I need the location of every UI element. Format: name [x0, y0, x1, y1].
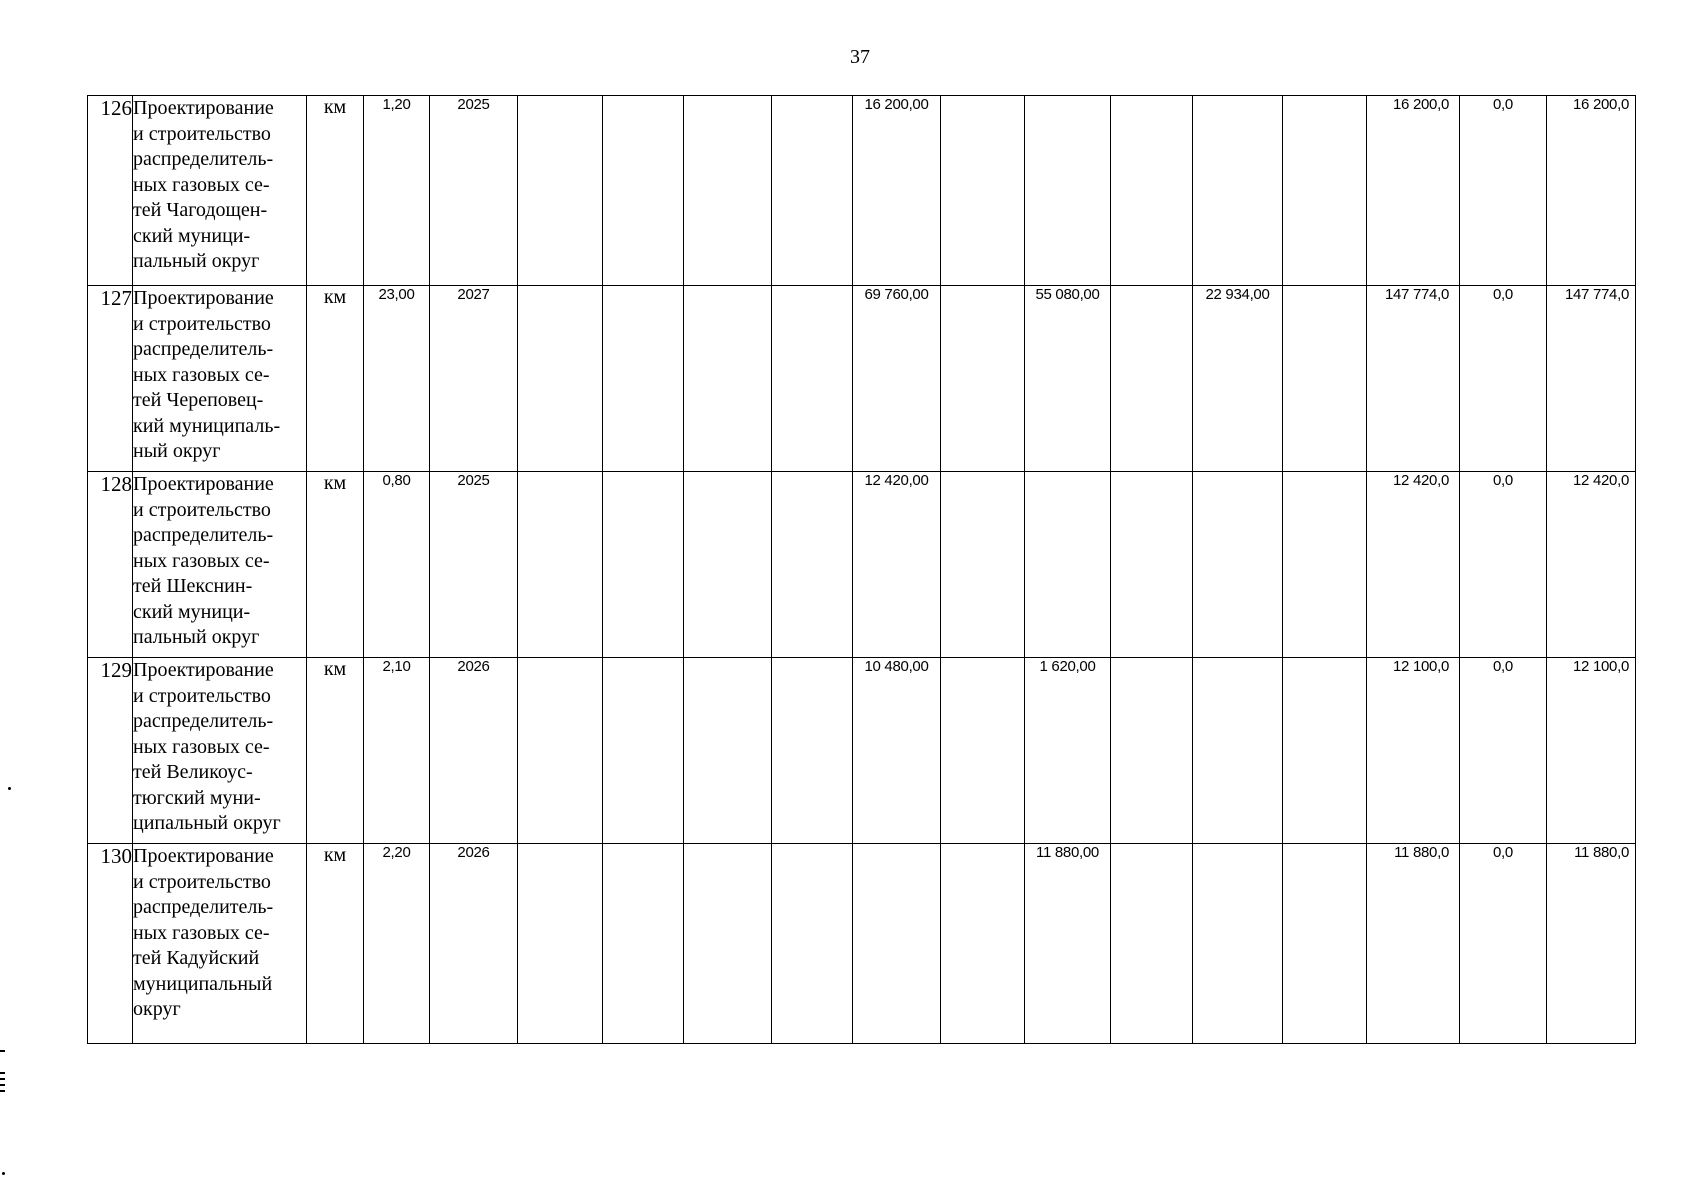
amount-cell [772, 844, 853, 1044]
total-cell: 12 100,0 [1367, 658, 1460, 844]
total-cell: 11 880,0 [1367, 844, 1460, 1044]
amount-cell [603, 844, 684, 1044]
scan-mark [0, 1084, 5, 1086]
total-cell: 16 200,0 [1367, 96, 1460, 286]
amount-cell [603, 658, 684, 844]
object-name: Проектирование и строительство распределитель- ных газовых се- тей Шекснин- ский муници- пальный округ [133, 472, 307, 658]
investment-table [87, 95, 1636, 1044]
amount-cell [941, 844, 1025, 1044]
amount-cell [1193, 844, 1283, 1044]
amount-cell [684, 472, 772, 658]
year-cell: 2027 [430, 286, 518, 472]
amount-cell [684, 96, 772, 286]
zero-cell: 0,0 [1460, 844, 1547, 1044]
row-number: 128 [88, 472, 133, 658]
amount-cell [1111, 658, 1193, 844]
amount-cell: 55 080,00 [1025, 286, 1111, 472]
length-cell: 1,20 [364, 96, 430, 286]
amount-cell: 12 420,00 [853, 472, 941, 658]
object-name: Проектирование и строительство распределитель- ных газовых се- тей Череповец- кий муниципаль- ный округ [133, 286, 307, 472]
amount-cell [518, 286, 603, 472]
table-row [88, 844, 1636, 1044]
final-cell: 12 100,0 [1547, 658, 1636, 844]
final-cell: 12 420,0 [1547, 472, 1636, 658]
year-cell: 2025 [430, 96, 518, 286]
final-cell: 147 774,0 [1547, 286, 1636, 472]
zero-cell: 0,0 [1460, 96, 1547, 286]
amount-cell [1111, 286, 1193, 472]
amount-cell [1193, 96, 1283, 286]
amount-cell [1025, 96, 1111, 286]
amount-cell [1111, 96, 1193, 286]
amount-cell [1025, 472, 1111, 658]
amount-cell [1283, 472, 1367, 658]
amount-cell: 10 480,00 [853, 658, 941, 844]
length-cell: 0,80 [364, 472, 430, 658]
amount-cell [603, 472, 684, 658]
amount-cell [1111, 472, 1193, 658]
zero-cell: 0,0 [1460, 658, 1547, 844]
amount-cell [684, 286, 772, 472]
row-number: 129 [88, 658, 133, 844]
object-name: Проектирование и строительство распределитель- ных газовых се- тей Чагодощен- ский муници- пальный округ [133, 96, 307, 286]
table-row [88, 472, 1636, 658]
scan-dot [8, 787, 11, 790]
amount-cell: 1 620,00 [1025, 658, 1111, 844]
amount-cell [1283, 844, 1367, 1044]
zero-cell: 0,0 [1460, 286, 1547, 472]
table-row [88, 286, 1636, 472]
total-cell: 147 774,0 [1367, 286, 1460, 472]
amount-cell [941, 286, 1025, 472]
amount-cell [518, 658, 603, 844]
year-cell: 2025 [430, 472, 518, 658]
amount-cell: 16 200,00 [853, 96, 941, 286]
amount-cell [1283, 286, 1367, 472]
amount-cell: 22 934,00 [1193, 286, 1283, 472]
amount-cell: 11 880,00 [1025, 844, 1111, 1044]
amount-cell [772, 286, 853, 472]
amount-cell: 69 760,00 [853, 286, 941, 472]
amount-cell [772, 658, 853, 844]
table-row [88, 658, 1636, 844]
scan-mark [0, 1072, 5, 1074]
length-cell: 2,20 [364, 844, 430, 1044]
object-name: Проектирование и строительство распределитель- ных газовых се- тей Великоус- тюгский муни- ципальный округ [133, 658, 307, 844]
unit-cell: км [307, 844, 364, 1044]
total-cell: 12 420,0 [1367, 472, 1460, 658]
row-number: 130 [88, 844, 133, 1044]
amount-cell [941, 96, 1025, 286]
amount-cell [1283, 658, 1367, 844]
row-number: 127 [88, 286, 133, 472]
length-cell: 23,00 [364, 286, 430, 472]
amount-cell [941, 658, 1025, 844]
scan-mark [0, 1090, 5, 1092]
table-row [88, 96, 1636, 286]
length-cell: 2,10 [364, 658, 430, 844]
amount-cell [941, 472, 1025, 658]
scan-mark [0, 1078, 5, 1080]
year-cell: 2026 [430, 844, 518, 1044]
amount-cell [518, 844, 603, 1044]
unit-cell: км [307, 96, 364, 286]
amount-cell [1193, 658, 1283, 844]
unit-cell: км [307, 472, 364, 658]
amount-cell [1111, 844, 1193, 1044]
row-number: 126 [88, 96, 133, 286]
amount-cell [1283, 96, 1367, 286]
amount-cell [1193, 472, 1283, 658]
amount-cell [684, 844, 772, 1044]
final-cell: 16 200,0 [1547, 96, 1636, 286]
amount-cell [603, 96, 684, 286]
scan-margin-marks [0, 1050, 6, 1096]
amount-cell [684, 658, 772, 844]
page-number: 37 [850, 46, 870, 68]
scan-mark [0, 1050, 5, 1052]
scan-dot [2, 1172, 5, 1175]
amount-cell [603, 286, 684, 472]
unit-cell: км [307, 658, 364, 844]
final-cell: 11 880,0 [1547, 844, 1636, 1044]
amount-cell [772, 96, 853, 286]
zero-cell: 0,0 [1460, 472, 1547, 658]
amount-cell [772, 472, 853, 658]
year-cell: 2026 [430, 658, 518, 844]
object-name: Проектирование и строительство распределитель- ных газовых се- тей Кадуйский муниципальный округ [133, 844, 307, 1044]
amount-cell [518, 96, 603, 286]
amount-cell [853, 844, 941, 1044]
unit-cell: км [307, 286, 364, 472]
amount-cell [518, 472, 603, 658]
